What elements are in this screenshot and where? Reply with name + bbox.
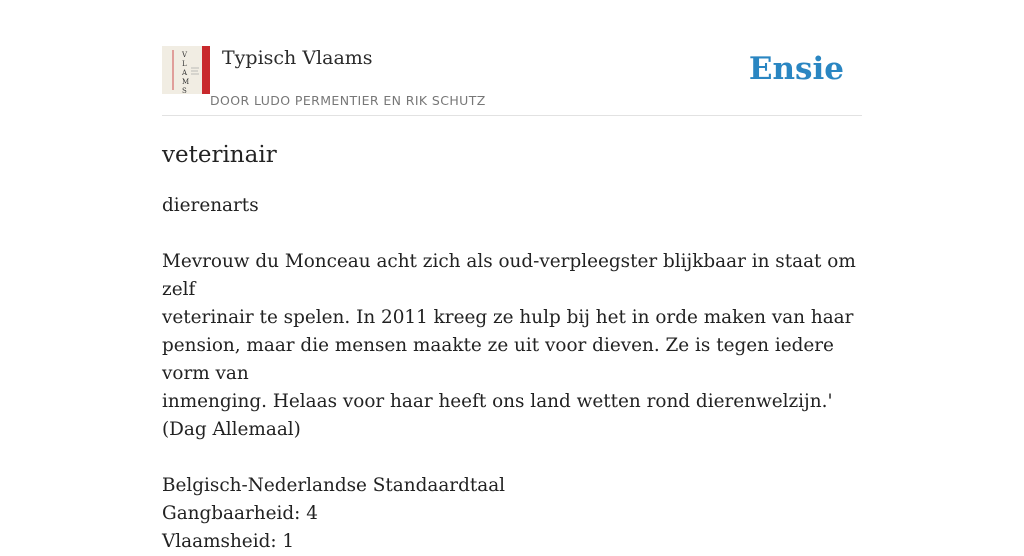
gangbaarheid-rating: Gangbaarheid: 4 xyxy=(162,503,318,524)
svg-text:S: S xyxy=(182,87,187,95)
entry-header xyxy=(162,0,862,116)
book-title[interactable]: Typisch Vlaams xyxy=(222,47,373,69)
ensie-logo-link[interactable]: Ensie xyxy=(748,51,844,87)
cover-red-stripe xyxy=(202,46,210,94)
spacer xyxy=(162,220,862,248)
example-line: inmenging. Helaas voor haar heeft ons land wetten rond dierenwelzijn.' xyxy=(162,391,833,412)
book-authors: DOOR LUDO PERMENTIER EN RIK SCHUTZ xyxy=(210,93,486,108)
language-variant: Belgisch-Nederlandse Standaardtaal xyxy=(162,475,506,496)
svg-text:M: M xyxy=(182,78,190,86)
svg-text:V: V xyxy=(182,51,188,59)
vlaamsheid-rating: Vlaamsheid: 1 xyxy=(162,531,295,552)
example-line: pension, maar die mensen maakte ze uit voor dieven. Ze is tegen iedere vorm van xyxy=(162,335,834,384)
entry-metadata xyxy=(162,472,862,556)
entry-definition: dierenarts xyxy=(162,195,259,216)
example-source: (Dag Allemaal) xyxy=(162,419,301,440)
page xyxy=(162,0,862,552)
entry-body xyxy=(162,192,862,556)
svg-text:L: L xyxy=(182,60,187,68)
example-line: Mevrouw du Monceau acht zich als oud-verpleegster blijkbaar in staat om zelf xyxy=(162,251,856,300)
spacer xyxy=(162,444,862,472)
book-cover-art xyxy=(162,46,210,94)
entry-term: veterinair xyxy=(162,142,277,168)
svg-text:A: A xyxy=(182,69,188,77)
entry-example xyxy=(162,248,862,444)
book-cover-image[interactable] xyxy=(162,46,210,94)
example-line: veterinair te spelen. In 2011 kreeg ze hulp bij het in orde maken van haar xyxy=(162,307,854,328)
